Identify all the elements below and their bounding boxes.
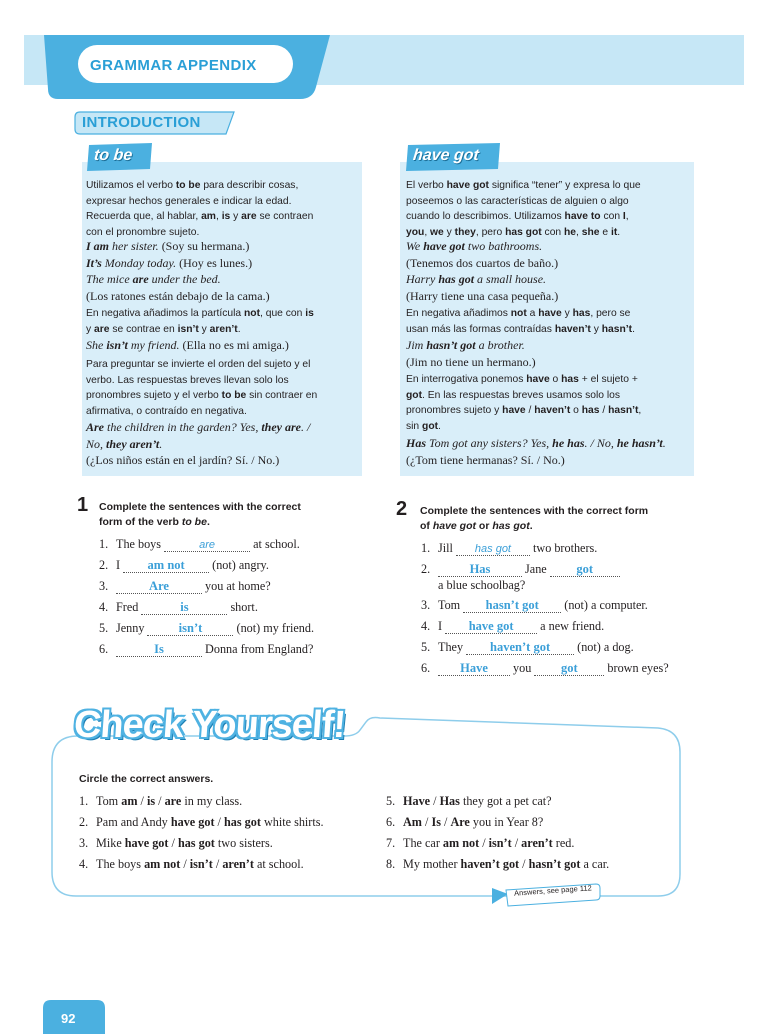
answer-blank[interactable]: [116, 643, 202, 657]
item-text: (not) a dog.: [574, 640, 634, 654]
have-got-example-line: We have got two bathrooms.: [406, 239, 543, 253]
item-number: 5.: [421, 640, 431, 654]
check-yourself-item: [386, 857, 609, 872]
answer-text: am not: [147, 558, 185, 572]
answer-blank[interactable]: [463, 599, 561, 613]
answer-text: has got: [474, 543, 511, 555]
answer-blank[interactable]: [466, 641, 574, 655]
item-text: They: [438, 640, 467, 654]
to-be-examples-2: [86, 337, 358, 354]
have-got-text-line: El verbo have got significa “tener” y expresa lo que: [406, 180, 641, 191]
to-be-examples-1: [86, 238, 358, 304]
item-text: a new friend.: [537, 619, 605, 633]
item-text: (not) a computer.: [561, 598, 648, 612]
item-text: at school.: [250, 537, 300, 551]
have-got-text-line: got. En las respuestas breves usamos solo los: [406, 389, 621, 401]
answer-text: got: [561, 661, 578, 675]
to-be-example-line: The mice are under the bed.: [86, 272, 221, 286]
have-got-paragraph-2: [406, 306, 692, 337]
to-be-text-line: pronombres sujeto y el verbo to be sin contraer en: [86, 390, 318, 402]
have-got-paragraph-3: [406, 372, 692, 434]
item-text: brown eyes?: [604, 661, 669, 675]
to-be-example-line: Are the children in the garden? Yes, they are. /: [86, 420, 311, 434]
answer-text: have got: [468, 619, 514, 633]
item-text[interactable]: Am / Is / Are you in Year 8?: [403, 815, 544, 829]
have-got-text-line: sin got.: [406, 420, 441, 432]
page-title: GRAMMAR APPENDIX: [90, 57, 257, 74]
have-got-text-line: cuando lo describimos. Utilizamos have to con I,: [406, 211, 629, 223]
item-text: Donna from England?: [202, 642, 314, 656]
check-yourself-instruction: Circle the correct answers.: [79, 773, 214, 785]
have-got-example-line: Jim hasn’t got a brother.: [406, 338, 525, 352]
to-be-example-line: (Los ratones están debajo de la cama.): [86, 288, 270, 303]
answer-text: is: [180, 600, 189, 614]
to-be-text-line: verbo. Las respuestas breves llevan solo los: [86, 374, 289, 386]
item-text: (not) my friend.: [233, 621, 315, 635]
item-text: The boys: [116, 537, 165, 551]
to-be-example-line: She isn’t my friend. (Ella no es mi amiga.): [86, 338, 289, 352]
exercise-2-item-continuation: a blue schoolbag?: [438, 578, 526, 592]
have-got-example-line: (Harry tiene una casa pequeña.): [406, 288, 559, 303]
have-got-example-line: Harry has got a small house.: [406, 272, 547, 286]
exercise-2-instruction-line-2: of have got or has got.: [420, 520, 533, 532]
answer-blank[interactable]: [445, 620, 537, 634]
item-number: 1.: [99, 537, 109, 551]
have-got-example-line: (Tenemos dos cuartos de baño.): [406, 255, 559, 270]
page-number: 92: [61, 1011, 76, 1026]
have-got-text-line: you, we y they, pero has got con he, she e it.: [406, 226, 621, 238]
exercise-2-instruction-line-1: Complete the sentences with the correct form: [420, 505, 649, 517]
check-yourself-item: [79, 857, 304, 872]
item-text: short.: [227, 600, 258, 614]
item-text[interactable]: Have / Has they got a pet cat?: [403, 794, 552, 808]
answer-blank[interactable]: [438, 563, 522, 577]
item-number: 2.: [99, 558, 109, 572]
exercise-1-item: [99, 621, 314, 636]
exercise-2-item: [421, 640, 634, 655]
have-got-text-line: En negativa añadimos not a have y has, pero se: [406, 308, 631, 319]
item-text: Jane: [522, 562, 550, 576]
check-yourself-title: Check Yourself!: [72, 704, 347, 746]
to-be-paragraph-3: [86, 357, 358, 419]
exercise-1-item: [99, 600, 258, 615]
exercise-1-instruction: [99, 500, 301, 530]
item-number: 1.: [79, 794, 89, 808]
item-text[interactable]: The boys am not / isn’t / aren’t at school.: [96, 857, 304, 871]
have-got-text-line: En interrogativa ponemos have o has + el sujeto +: [406, 374, 638, 385]
item-text: you: [510, 661, 535, 675]
to-be-paragraph-1: [86, 178, 358, 240]
to-be-examples-3: [86, 419, 358, 469]
item-number: 3.: [421, 598, 431, 612]
answer-blank[interactable]: [123, 559, 209, 573]
item-text: I: [438, 619, 446, 633]
exercise-1-number: 1: [77, 494, 89, 516]
item-number: 7.: [386, 836, 396, 850]
exercise-1-instruction-line-1: Complete the sentences with the correct: [99, 501, 301, 513]
to-be-text-line: En negativa añadimos la partícula not, que con is: [86, 308, 314, 319]
answer-blank[interactable]: [550, 563, 620, 577]
have-got-examples-3: [406, 435, 692, 468]
have-got-badge-label: have got: [412, 147, 480, 164]
to-be-example-line: It’s Monday today. (Hoy es lunes.): [86, 255, 253, 270]
to-be-example-line: (¿Los niños están en el jardín? Sí. / No.): [86, 453, 280, 467]
to-be-text-line: afirmativa, o contraído en negativa.: [86, 405, 247, 417]
check-yourself-item: [386, 836, 574, 851]
item-number: 4.: [79, 857, 89, 871]
item-number: 3.: [99, 579, 109, 593]
section-title: INTRODUCTION: [82, 114, 201, 131]
exercise-2-instruction: [420, 504, 648, 534]
item-number: 5.: [99, 621, 109, 635]
exercise-1-instruction-line-2: form of the verb to be.: [99, 516, 210, 528]
check-yourself-item: [386, 815, 543, 830]
check-yourself-item: [386, 794, 552, 809]
answer-text: got: [576, 562, 594, 576]
item-number: 6.: [386, 815, 396, 829]
item-number: 4.: [99, 600, 109, 614]
have-got-paragraph-1: [406, 178, 692, 240]
have-got-examples-2: [406, 337, 692, 370]
to-be-example-line: No, they aren’t.: [86, 436, 163, 451]
exercise-2-item: [421, 562, 620, 577]
item-text: Tom: [438, 598, 464, 612]
item-text[interactable]: Tom am / is / are in my class.: [96, 794, 243, 808]
to-be-text-line: expresar hechos generales e indicar la edad.: [86, 195, 292, 207]
item-text: Jill: [438, 541, 456, 555]
to-be-text-line: Recuerda que, al hablar, am, is y are se contraen: [86, 211, 314, 223]
item-text[interactable]: The car am not / isn’t / aren’t red.: [403, 836, 575, 850]
check-yourself-item: [79, 815, 324, 830]
have-got-examples-1: [406, 238, 692, 304]
item-number: 2.: [421, 562, 431, 576]
to-be-example-line: I am her sister. (Soy su hermana.): [86, 239, 250, 253]
exercise-1-item: [99, 642, 313, 657]
answers-note: Answers, see page 112: [513, 883, 593, 898]
answer-text: Is: [154, 642, 164, 656]
item-text: two brothers.: [529, 541, 598, 555]
item-text[interactable]: Pam and Andy have got / has got white shirts.: [96, 815, 324, 829]
to-be-paragraph-2: [86, 306, 358, 337]
item-text: Jenny: [116, 621, 148, 635]
answer-text: Are: [149, 579, 169, 593]
item-number: 2.: [79, 815, 89, 829]
item-number: 1.: [421, 541, 431, 555]
item-text: Fred: [116, 600, 142, 614]
answer-text: haven’t got: [490, 640, 551, 654]
have-got-example-line: Has Tom got any sisters? Yes, he has. / No, he hasn’t.: [406, 436, 666, 450]
item-number: 6.: [421, 661, 431, 675]
to-be-badge-label: to be: [93, 147, 134, 164]
item-text: you at home?: [202, 579, 271, 593]
answer-text: are: [199, 539, 216, 551]
have-got-example-line: (Jim no tiene un hermano.): [406, 354, 536, 369]
exercise-1-item: [99, 579, 271, 594]
exercise-2-item: [421, 661, 669, 676]
exercise-2-item: [421, 598, 648, 613]
item-text: I: [116, 558, 124, 572]
answer-text: isn’t: [178, 621, 203, 635]
answer-blank[interactable]: [141, 601, 227, 615]
exercise-2-item: [421, 619, 604, 634]
exercise-2-item: [421, 541, 597, 556]
answer-text: Have: [460, 661, 488, 675]
check-yourself-item: [79, 836, 273, 851]
item-number: 3.: [79, 836, 89, 850]
answer-text: Has: [469, 562, 491, 576]
exercise-1-item: [99, 558, 269, 573]
answer-blank[interactable]: [534, 662, 604, 676]
answer-blank[interactable]: [456, 542, 530, 556]
to-be-text-line: y are se contrae en isn’t y aren’t.: [86, 323, 241, 335]
item-text[interactable]: Mike have got / has got two sisters.: [96, 836, 273, 850]
item-text[interactable]: My mother haven’t got / hasn’t got a car.: [403, 857, 610, 871]
item-number: 5.: [386, 794, 396, 808]
answer-blank[interactable]: [164, 538, 250, 552]
have-got-text-line: pronombres sujeto y have / haven’t o has / hasn’t,: [406, 405, 642, 417]
have-got-text-line: usan más las formas contraídas haven’t y hasn’t.: [406, 323, 635, 335]
exercise-2-number: 2: [396, 498, 408, 520]
item-number: 8.: [386, 857, 396, 871]
item-text: (not) angry.: [209, 558, 269, 572]
to-be-text-line: con el pronombre sujeto.: [86, 226, 200, 238]
have-got-text-line: poseemos o las características de alguien o algo: [406, 195, 629, 207]
answer-blank[interactable]: [116, 580, 202, 594]
to-be-text-line: Utilizamos el verbo to be para describir cosas,: [86, 180, 299, 191]
to-be-text-line: Para preguntar se invierte el orden del sujeto y el: [86, 359, 311, 370]
answer-blank[interactable]: [147, 622, 233, 636]
answer-text: hasn’t got: [485, 598, 539, 612]
check-yourself-item: [79, 794, 242, 809]
have-got-example-line: (¿Tom tiene hermanas? Sí. / No.): [406, 452, 565, 467]
answer-blank[interactable]: [438, 662, 510, 676]
item-number: 6.: [99, 642, 109, 656]
exercise-1-item: [99, 537, 300, 552]
item-number: 4.: [421, 619, 431, 633]
